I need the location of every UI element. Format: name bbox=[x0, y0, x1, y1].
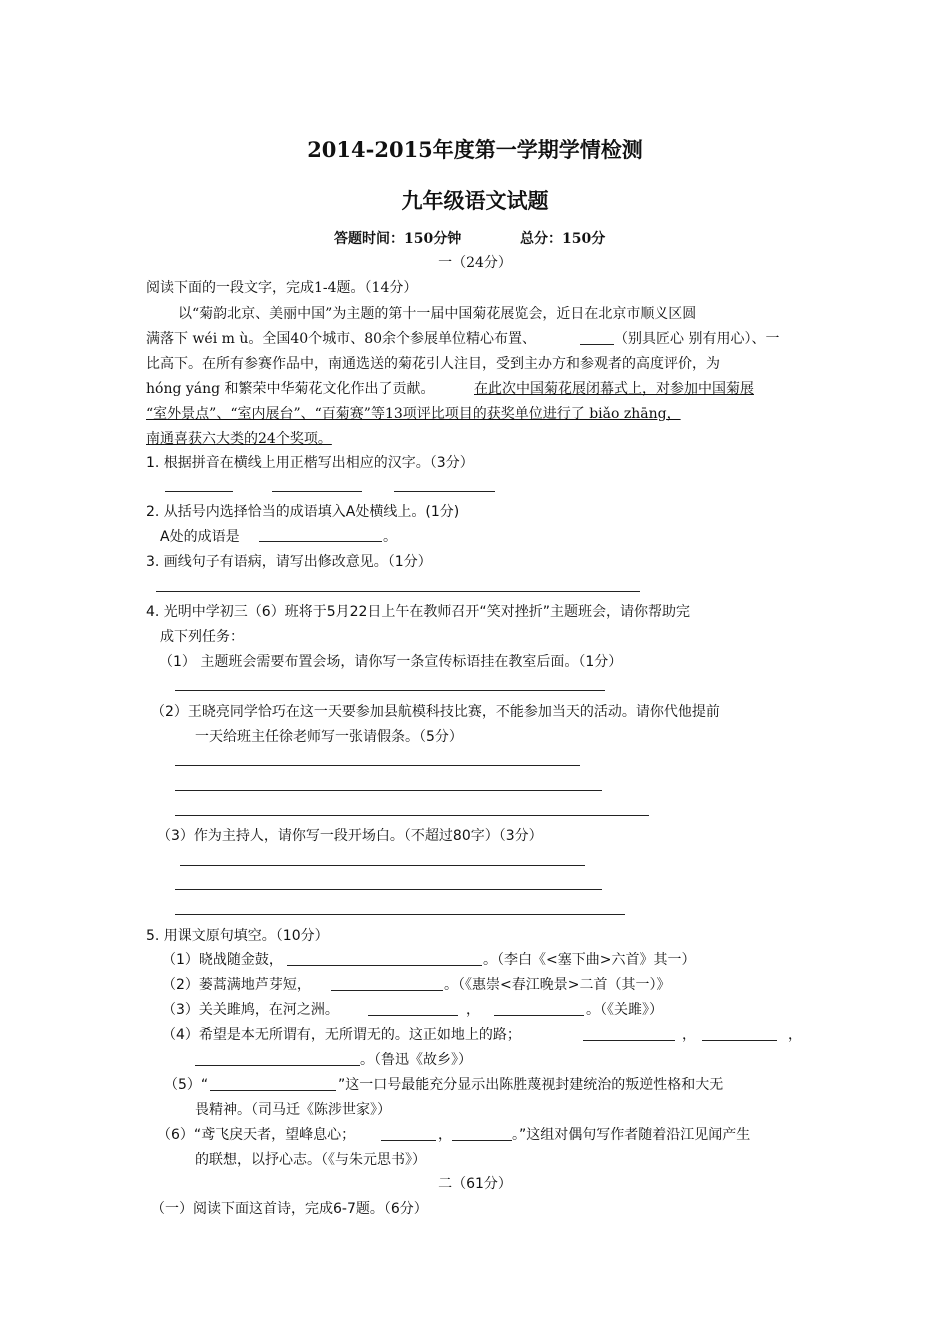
answer-line[interactable] bbox=[583, 1040, 675, 1041]
exam-subtitle: 九年级语文试题 bbox=[401, 188, 549, 213]
answer-line[interactable] bbox=[210, 1090, 336, 1091]
question-2-prompt: A处的成语是 bbox=[160, 529, 240, 545]
question-5: 5. 用课文原句填空。（10分） bbox=[146, 928, 329, 944]
answer-line[interactable] bbox=[394, 491, 495, 492]
answer-line[interactable] bbox=[156, 591, 640, 592]
underlined-sentence: 南通喜获六大类的24个奖项。 bbox=[146, 431, 332, 447]
question-5-6: （6）“鸢飞戾天者，望峰息心； bbox=[157, 1127, 356, 1143]
answer-line[interactable] bbox=[180, 865, 585, 866]
answer-line[interactable] bbox=[175, 765, 580, 766]
time-label: 答题时间：150分钟 bbox=[334, 231, 462, 247]
answer-line[interactable] bbox=[165, 491, 233, 492]
question-5-4-source: 。（鲁迅《故乡》） bbox=[360, 1052, 472, 1068]
answer-line[interactable] bbox=[287, 965, 482, 966]
question-5-6-text: 。”这组对偶句写作者随着沿江见闻产生 bbox=[512, 1127, 751, 1143]
score-label: 总分：150分 bbox=[520, 231, 606, 247]
question-4: 4. 光明中学初三（6）班将于5月22日上午在教师召开“笑对挫折”主题班会，请你帮助完 bbox=[146, 604, 690, 620]
answer-line[interactable] bbox=[702, 1040, 777, 1041]
question-5-2: （2）蒌蒿满地芦芽短， bbox=[162, 977, 311, 993]
question-5-4-comma: ， bbox=[682, 1027, 696, 1043]
question-1: 1. 根据拼音在横线上用正楷写出相应的汉字。（3分） bbox=[146, 455, 474, 471]
question-5-5-text: ”这一口号最能充分显示出陈胜蔑视封建统治的叛逆性格和大无 bbox=[338, 1077, 724, 1093]
question-4-cont: 成下列任务： bbox=[160, 629, 244, 645]
answer-line[interactable] bbox=[175, 690, 605, 691]
question-5-3: （3）关关雎鸠，在河之洲。 bbox=[162, 1002, 339, 1018]
question-5-4: （4）希望是本无所谓有，无所谓无的。这正如地上的路； bbox=[162, 1027, 521, 1043]
passage-line: 满落下 wéi m ù。全国40个城市、80余个参展单位精心布置、 bbox=[146, 331, 537, 347]
question-2-end: 。 bbox=[383, 529, 397, 545]
question-5-3-comma: ， bbox=[466, 1002, 480, 1018]
blank-a[interactable] bbox=[580, 344, 614, 345]
answer-line[interactable] bbox=[195, 1065, 360, 1066]
answer-line[interactable] bbox=[175, 914, 625, 915]
question-5-2-source: 。（《惠崇<春江晚景>二首（其一）》 bbox=[444, 977, 671, 993]
section-two-heading: 二（61分） bbox=[438, 1176, 512, 1192]
exam-title: 2014-2015年度第一学期学情检测 bbox=[307, 137, 643, 162]
answer-line[interactable] bbox=[175, 815, 649, 816]
answer-line[interactable] bbox=[452, 1140, 512, 1141]
question-4-2-cont: 一天给班主任徐老师写一张请假条。（5分） bbox=[195, 729, 463, 745]
question-5-6-source: 的联想，以抒心志。（《与朱元思书》） bbox=[195, 1152, 426, 1168]
underlined-sentence: “室外景点”、“室内展台”、“百菊赛”等13项评比项目的获奖单位进行了 biǎo zhāng， bbox=[146, 406, 681, 422]
passage-line: （别具匠心 别有用心）、一 bbox=[614, 331, 780, 347]
underlined-sentence: 在此次中国菊花展闭幕式上，对参加中国菊展 bbox=[474, 381, 754, 397]
question-5-1-source: 。（李白《<塞下曲>六首》其一） bbox=[483, 952, 696, 968]
passage-line: 以“菊韵北京、美丽中国”为主题的第十一届中国菊花展览会，近日在北京市顺义区圆 bbox=[178, 306, 697, 322]
question-4-2: （2）王晓亮同学恰巧在这一天要参加县航模科技比赛，不能参加当天的活动。请你代他提前 bbox=[151, 704, 720, 720]
question-5-4-comma: ， bbox=[788, 1027, 802, 1043]
answer-line[interactable] bbox=[175, 790, 602, 791]
passage-line: hóng yáng 和繁荣中华菊花文化作出了贡献。 bbox=[146, 381, 435, 397]
answer-line[interactable] bbox=[175, 889, 602, 890]
passage-line: 比高下。在所有参赛作品中，南通选送的菊花引人注目，受到主办方和参观者的高度评价，为 bbox=[146, 356, 720, 372]
question-5-5-source: 畏精神。（司马迁《陈涉世家》） bbox=[195, 1102, 391, 1118]
answer-line[interactable] bbox=[494, 1015, 584, 1016]
question-5-1: （1）晓战随金鼓， bbox=[162, 952, 283, 968]
answer-line[interactable] bbox=[331, 990, 443, 991]
answer-line[interactable] bbox=[272, 491, 362, 492]
answer-line[interactable] bbox=[381, 1140, 436, 1141]
answer-line[interactable] bbox=[259, 541, 382, 542]
question-4-3: （3）作为主持人，请你写一段开场白。（不超过80字）（3分） bbox=[157, 828, 543, 844]
answer-line[interactable] bbox=[368, 1015, 458, 1016]
question-5-5: （5）“ bbox=[164, 1077, 209, 1093]
question-5-6-comma: ， bbox=[438, 1127, 452, 1143]
question-5-3-source: 。（《关雎》） bbox=[586, 1002, 663, 1018]
question-4-1: （1） 主题班会需要布置会场，请你写一条宣传标语挂在教室后面。（1分） bbox=[159, 654, 623, 670]
question-2: 2. 从括号内选择恰当的成语填入A处横线上。(1分) bbox=[146, 504, 460, 520]
section-two-intro: （一）阅读下面这首诗，完成6-7题。（6分） bbox=[151, 1201, 428, 1217]
passage-intro: 阅读下面的一段文字，完成1-4题。（14分） bbox=[146, 280, 418, 296]
section-one-heading: 一（24分） bbox=[438, 255, 512, 271]
question-3: 3. 画线句子有语病，请写出修改意见。（1分） bbox=[146, 554, 432, 570]
